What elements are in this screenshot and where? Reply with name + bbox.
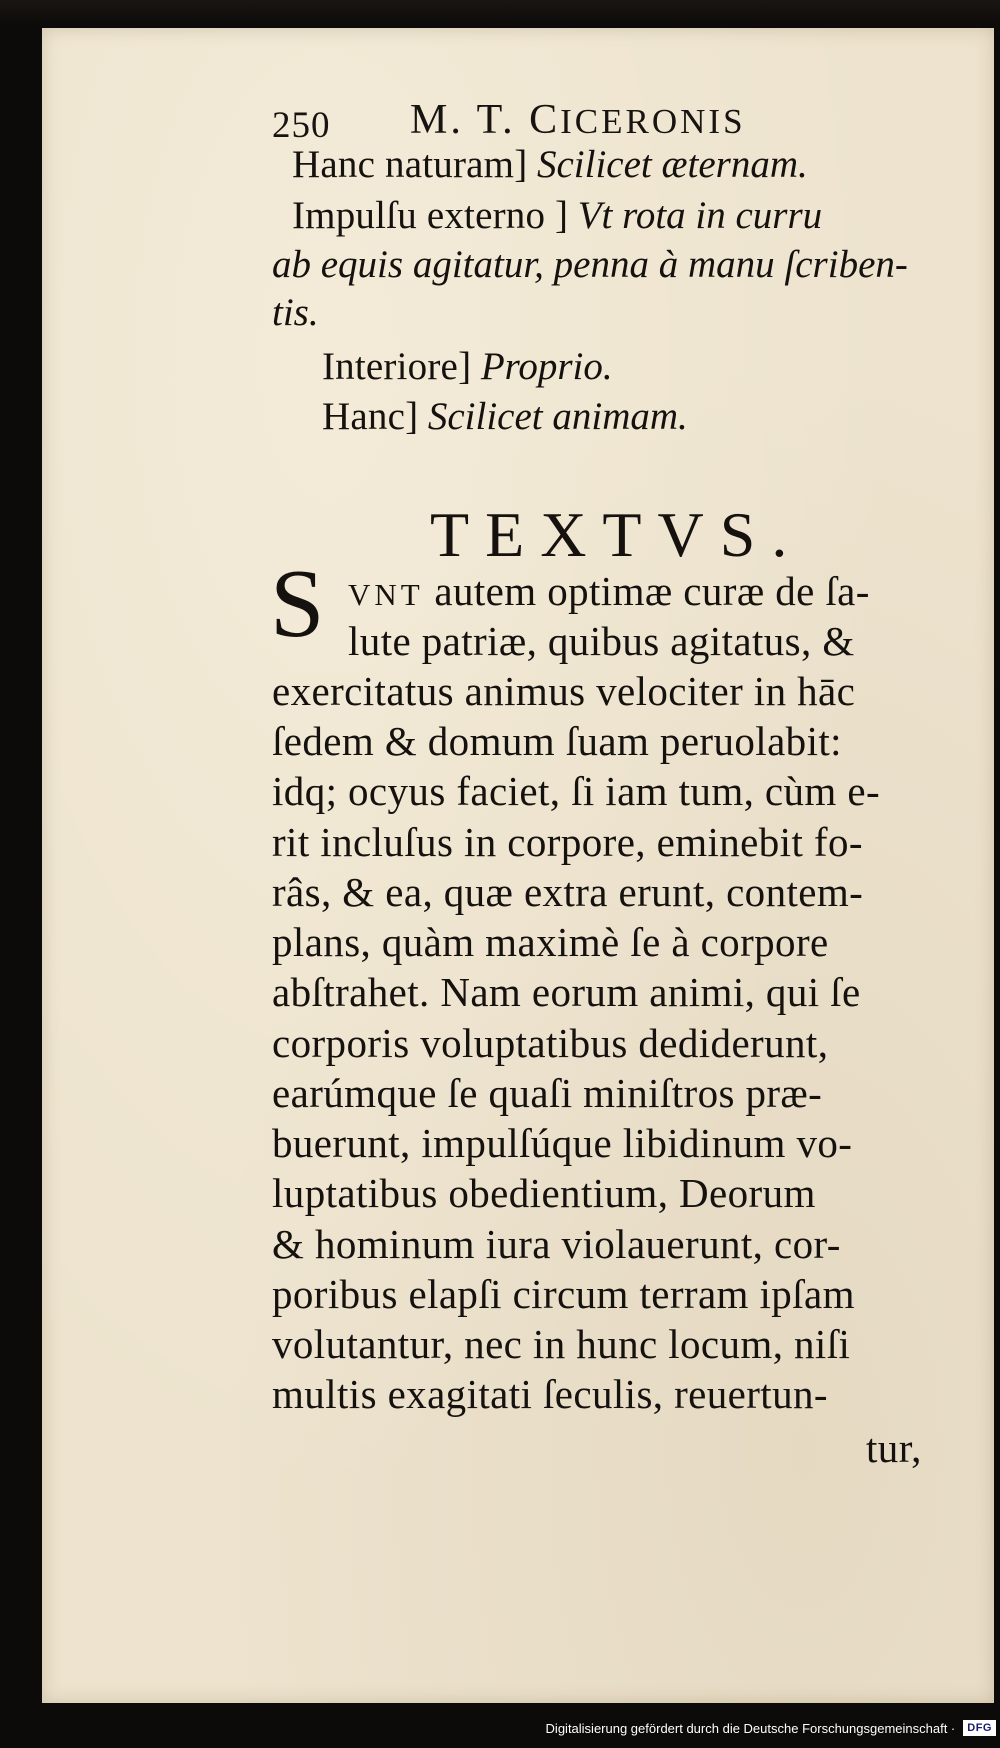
text-line: lute patriæ, quibus agitatus, & [348, 618, 855, 664]
page-number: 250 [272, 105, 331, 146]
running-head [272, 96, 872, 146]
gloss-bracket: ] [405, 395, 419, 438]
catchword: tur, [866, 1425, 922, 1471]
text-line: & hominum iura violauerunt, cor- [272, 1221, 841, 1267]
digitization-credit [546, 1714, 996, 1742]
gloss-lemma: Hanc [322, 395, 406, 438]
running-title-small-caps: ICERONIS [560, 102, 746, 141]
first-line-text: autem optimæ curæ de ſa- [434, 568, 870, 614]
scan-top-edge [0, 0, 1000, 26]
text-line: volutantur, nec in hunc locum, niſi [272, 1321, 851, 1367]
gloss-line [322, 344, 613, 389]
text-line: poribus elapſi circum terram ipſam [272, 1271, 855, 1317]
text-line: corporis voluptatibus dediderunt, [272, 1020, 829, 1066]
dfg-logo: DFG [963, 1720, 996, 1736]
gloss-lemma: Interiore [322, 345, 459, 388]
text-line: idq; ocyus faciet, ſi iam tum, cùm e- [272, 768, 880, 814]
gloss-line [292, 193, 822, 238]
opening-small-caps: VNT [348, 577, 424, 612]
text-line: abſtrahet. Nam eorum animi, qui ſe [272, 969, 861, 1015]
gloss-line [272, 242, 908, 287]
gloss-line [322, 394, 688, 439]
running-title-prefix: M. T. C [410, 97, 561, 143]
running-title [410, 96, 746, 144]
text-line: luptatibus obedientium, Deorum [272, 1170, 816, 1216]
gloss-line [292, 142, 808, 187]
text-line: plans, quàm maximè ſe à corpore [272, 919, 829, 965]
gloss-bracket: ] [514, 143, 528, 186]
text-line: buerunt, impulſúque libidinum vo- [272, 1120, 853, 1166]
text-line: earúmque ſe quaſi miniſtros præ- [272, 1070, 823, 1116]
credit-text: Digitalisierung gefördert durch die Deutsche Forschungsgemeinschaft · [545, 1720, 956, 1736]
section-heading: TEXTVS. [430, 499, 804, 570]
text-line [348, 567, 870, 615]
text-line: râs, & ea, quæ extra erunt, contem- [272, 869, 864, 915]
gloss-bracket: ] [554, 194, 568, 237]
gloss-lemma: Hanc naturam [292, 143, 515, 186]
drop-cap: S [270, 550, 325, 658]
gloss-bracket: ] [458, 345, 472, 388]
gloss-line [272, 290, 319, 335]
gloss-continuation: ab equis agitatur, penna à manu ſcriben- [272, 243, 908, 286]
gloss-text: Proprio. [480, 345, 613, 388]
gloss-lemma: Impulſu externo [292, 194, 546, 237]
gloss-continuation: tis. [272, 291, 319, 334]
gloss-text: Vt rota in curru [577, 194, 823, 237]
gloss-text: Scilicet animam. [427, 395, 688, 438]
text-line: multis exagitati ſeculis, reuertun- [272, 1371, 828, 1417]
text-line: rit incluſus in corpore, eminebit fo- [272, 819, 863, 865]
text-line: ſedem & domum ſuam peruolabit: [272, 718, 842, 764]
gloss-text: Scilicet æternam. [536, 143, 808, 186]
text-line: exercitatus animus velociter in hāc [272, 668, 856, 714]
